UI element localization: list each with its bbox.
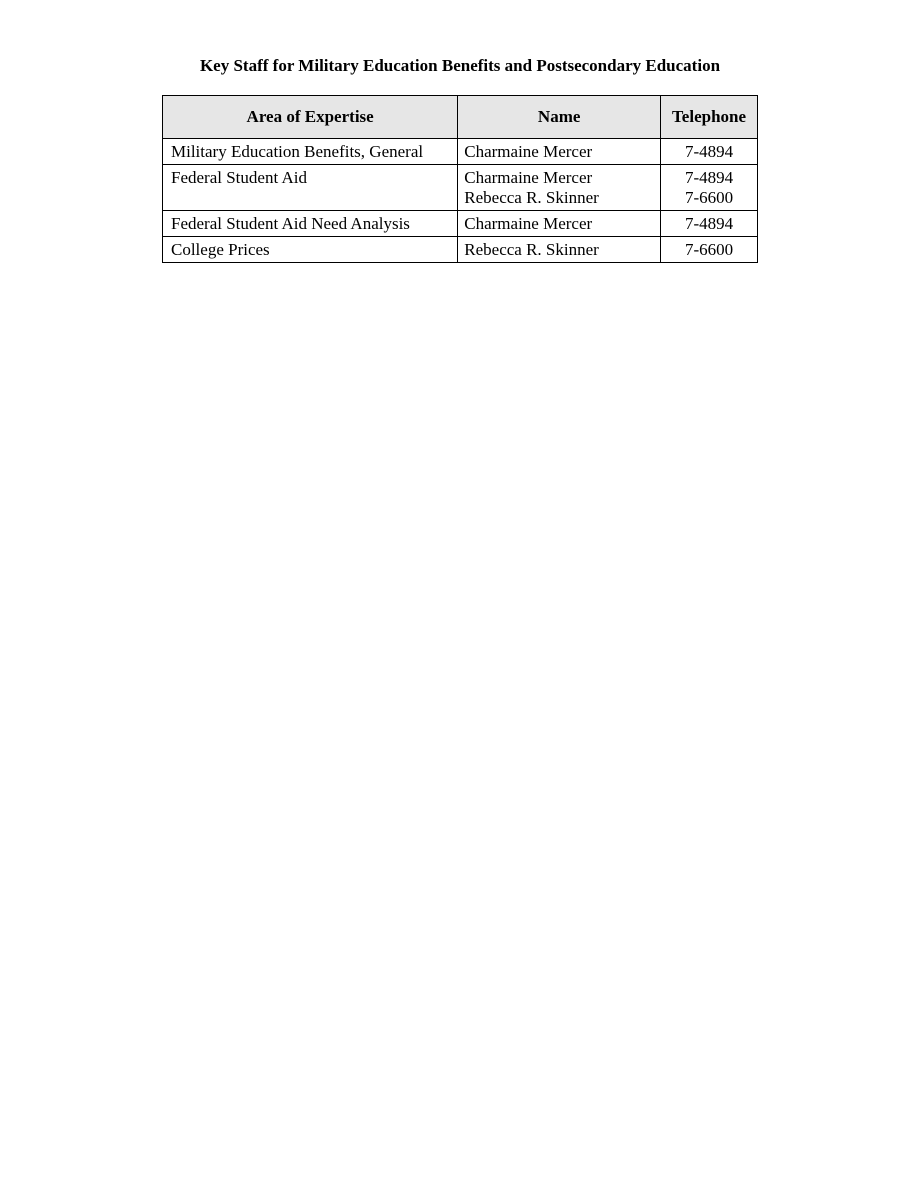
phone-number: 7-4894	[684, 214, 734, 233]
table-row	[163, 237, 758, 263]
table-row	[163, 139, 758, 165]
table-row	[163, 211, 758, 237]
key-staff-table	[162, 95, 758, 263]
phone-number: 7-6600	[684, 240, 734, 259]
staff-name: Charmaine Mercer	[464, 168, 593, 187]
name-cell	[458, 237, 661, 263]
column-header-phone: Telephone	[661, 96, 758, 139]
phone-cell	[661, 211, 758, 237]
phone-number: 7-4894	[684, 142, 734, 161]
staff-name: Charmaine Mercer	[464, 214, 593, 233]
table-row	[163, 165, 758, 211]
phone-cell	[661, 165, 758, 211]
area-cell: College Prices	[163, 237, 458, 263]
column-header-area: Area of Expertise	[163, 96, 458, 139]
area-cell: Federal Student Aid	[163, 165, 458, 211]
area-cell: Military Education Benefits, General	[163, 139, 458, 165]
name-cell	[458, 211, 661, 237]
staff-name: Charmaine Mercer	[464, 142, 593, 161]
page-title: Key Staff for Military Education Benefits and Postsecondary Education	[199, 56, 721, 75]
table-header-row	[163, 96, 758, 139]
phone-number: 7-6600	[684, 188, 734, 207]
phone-cell	[661, 139, 758, 165]
area-cell: Federal Student Aid Need Analysis	[163, 211, 458, 237]
phone-number: 7-4894	[684, 168, 734, 187]
name-cell	[458, 165, 661, 211]
name-cell	[458, 139, 661, 165]
staff-name: Rebecca R. Skinner	[464, 188, 599, 207]
staff-name: Rebecca R. Skinner	[464, 240, 599, 259]
phone-cell	[661, 237, 758, 263]
column-header-name: Name	[458, 96, 661, 139]
